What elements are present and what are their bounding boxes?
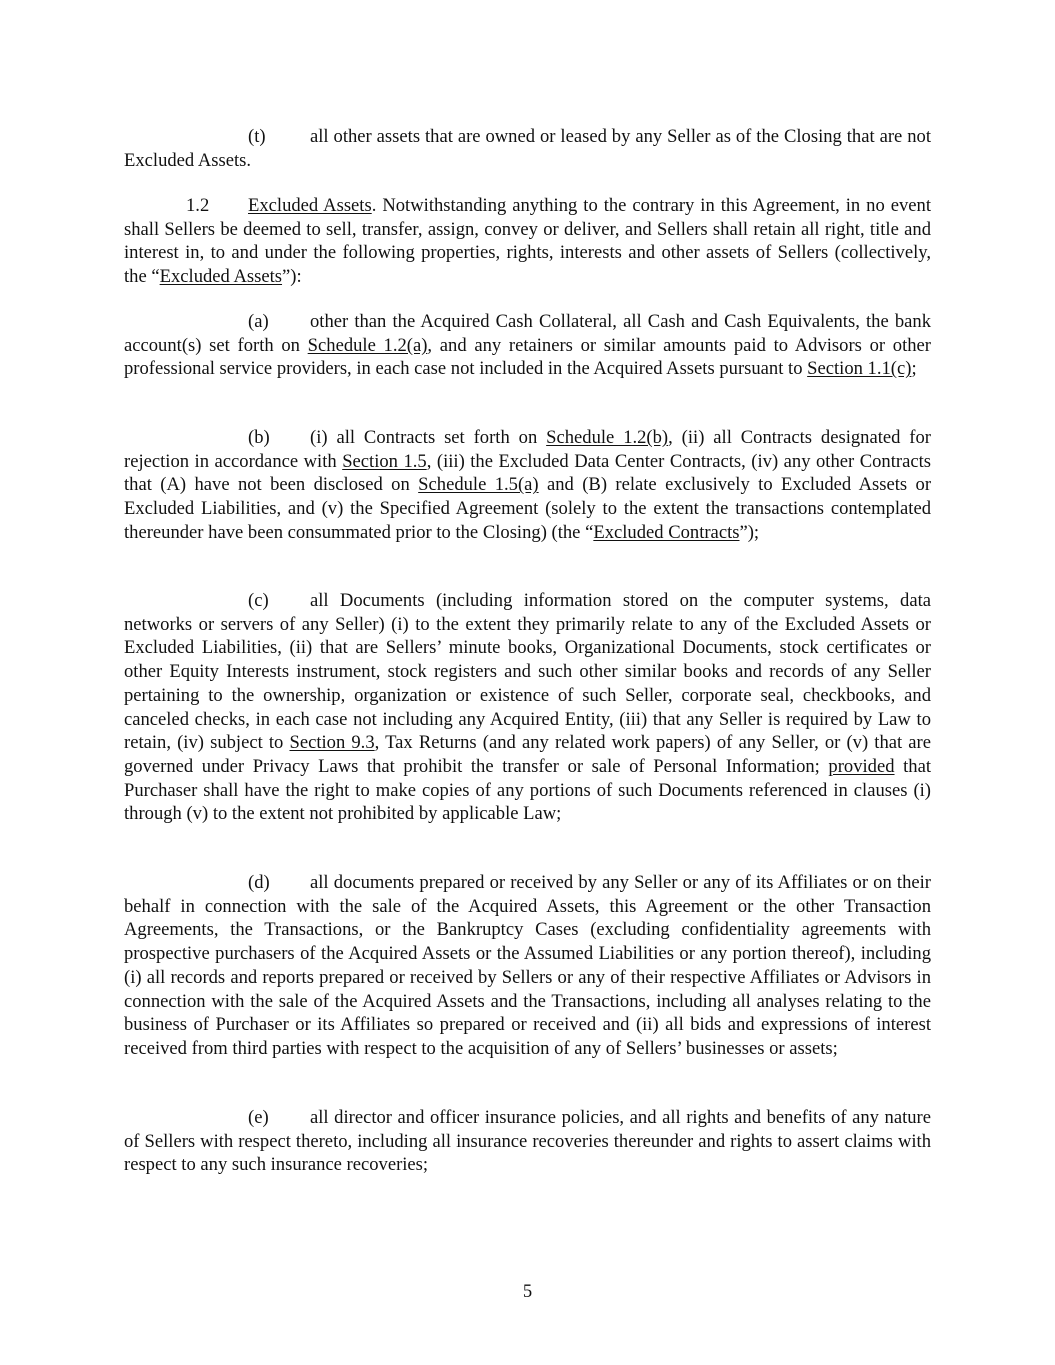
clause-text: ”); [739,521,760,543]
clause-text: and (B) relate exclusively to Excluded Assets or Excluded Liabilities, and (v) the Specified Agreement (solely to the extent the transactions contemplated thereunder have been consummated prior to the Closing) (the “ [124,474,932,543]
section-1-2 [124,194,931,289]
proviso-term: provided [828,755,895,777]
section-number: 1.2 [186,195,210,216]
section-text: ”): [282,266,302,288]
schedule-reference: Schedule 1.5(a) [418,474,539,496]
section-heading: Excluded Assets [248,195,372,216]
clause-b [124,426,931,545]
clause-label: (t) [248,126,266,147]
defined-term: Excluded Assets [159,266,283,288]
section-text: . Notwithstanding anything to the contrary in this Agreement, in no event shall Sellers be deemed to sell, transfer, assign, convey or deliver, and Sellers shall retain all right, title and interest in, to and under the following properties, rights, interests and other assets of Sellers (collectively, the “ [124,195,931,288]
clause-label: (b) [248,427,270,448]
clause-label: (e) [248,1107,269,1128]
clause-text: , and any retainers or similar amounts paid to Advisors or other professional service providers, in each case not included in the Acquired Assets pursuant to [124,334,931,380]
clause-text: other than the Acquired Cash Collateral, all Cash and Cash Equivalents, the bank account(s) set forth on [124,311,931,356]
section-reference: Section 1.1(c) [807,358,912,380]
clause-text: , (ii) all Contracts designated for rejection in accordance with [124,427,931,472]
clause-text: that Purchaser shall have the right to make copies of any portions of such Documents referenced in clauses (i) through (v) to the extent not prohibited by applicable Law; [124,755,932,825]
clause-t [124,125,931,172]
schedule-reference: Schedule 1.2(b) [546,427,669,448]
clause-a [124,310,931,381]
clause-e [124,1106,931,1177]
clause-text: all other assets that are owned or leased by any Seller as of the Closing that are not Excluded Assets. [124,126,931,171]
clause-text: all director and officer insurance policies, and all rights and benefits of any nature of Sellers with respect thereto, including all insurance recoveries thereunder and rights to assert claims with respect to any such insurance recoveries; [124,1107,931,1176]
clause-text: all Documents (including information stored on the computer systems, data networks or servers of any Seller) (i) to the extent they primarily relate to any of the Excluded Assets or Excluded Liabilities, (ii) that are Sellers’ minute books, Organizational Documents, stock certificates or other Equity Interests instrument, stock registers and such other similar books and records of any Seller pertaining to the ownership, organization or existence of such Seller, corporate seal, checkbooks, and canceled checks, in each case not including any Acquired Entity, (iii) that any Seller is required by Law to retain, (iv) subject to [124,590,931,754]
clause-label: (c) [248,590,269,611]
clause-c [124,589,931,826]
section-reference: Section 1.5 [342,450,427,472]
clause-d [124,871,931,1061]
page-number: 5 [522,1281,533,1302]
clause-text: , Tax Returns (and any related work papers) of any Seller, or (v) that are governed under Privacy Laws that prohibit the transfer or sale of Personal Information; [124,732,931,777]
clause-text: (i) all Contracts set forth on [310,427,547,448]
clause-label: (d) [248,872,270,893]
clause-label: (a) [248,311,269,332]
clause-text: , (iii) the Excluded Data Center Contracts, (iv) any other Contracts that (A) have not been disclosed on [124,450,931,496]
clause-text: ; [911,358,917,380]
defined-term: Excluded Contracts [593,521,740,543]
clause-text: all documents prepared or received by any Seller or any of its Affiliates or on their behalf in connection with the sale of the Acquired Assets, this Agreement or the other Transaction Agreements, the Transactions, or the Bankruptcy Cases (excluding confidentiality agreements with prospective purchasers of the Acquired Assets or the Assumed Liabilities or any portion thereof), including (i) all records and reports prepared or received by Sellers or any of their respective Affiliates or Advisors in connection with the sale of the Acquired Assets and the Transactions, including all analyses relating to the business of Purchaser or its Affiliates so prepared or received and (ii) all bids and expressions of interest received from third parties with respect to the acquisition of any of Sellers’ businesses or assets; [124,872,931,1059]
schedule-reference: Schedule 1.2(a) [307,334,428,356]
section-reference: Section 9.3 [289,732,375,754]
